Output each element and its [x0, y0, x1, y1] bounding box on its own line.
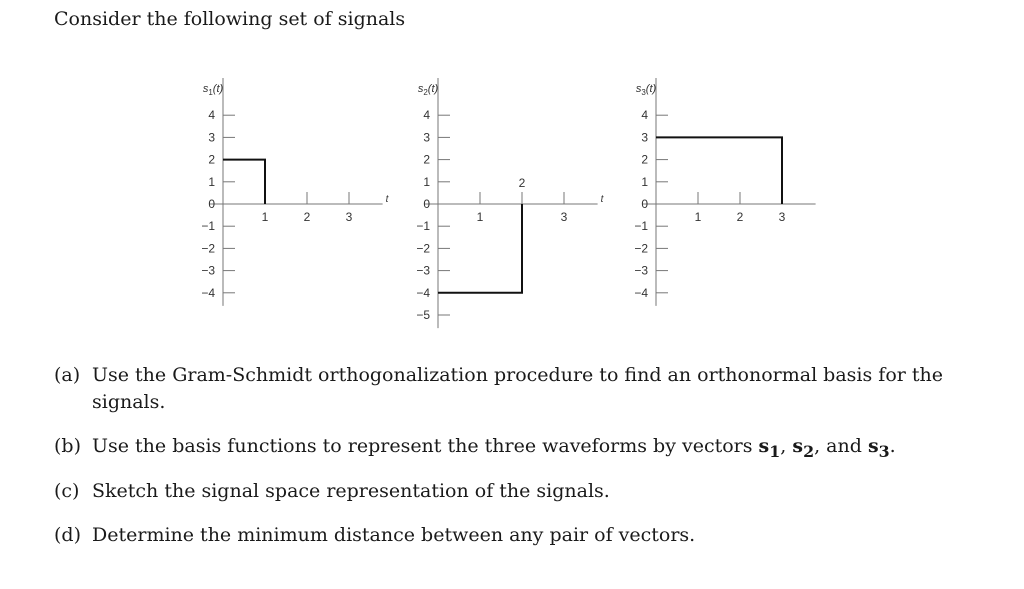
intro-text: Consider the following set of signals	[54, 8, 406, 30]
x-tick-label-3: 1	[694, 210, 702, 224]
y-tick-label-1: −3	[201, 263, 215, 278]
x-tick-label-1: 1	[261, 210, 269, 224]
y-tick-label-1: 0	[208, 197, 215, 211]
y-tick-label-3: −2	[634, 241, 648, 256]
y-tick-label-1: 4	[208, 108, 215, 123]
y-tick-label-2: −4	[416, 285, 430, 300]
x-tick-label-3: 2	[736, 210, 744, 224]
x-tick-label-3: 3	[778, 210, 786, 224]
y-tick-label-3: −4	[634, 285, 648, 300]
y-tick-label-2: 0	[423, 197, 430, 211]
x-axis-label-2: t	[600, 194, 604, 205]
y-tick-label-2: −5	[416, 308, 430, 322]
y-tick-label-1: 1	[208, 174, 215, 189]
y-tick-label-2: 1	[423, 174, 430, 189]
y-tick-label-1: −4	[201, 285, 215, 300]
y-tick-label-3: −1	[634, 219, 648, 234]
y-tick-label-1: 2	[208, 152, 215, 167]
signal-trace-3	[656, 137, 782, 204]
x-axis-label-1: t	[385, 194, 389, 205]
vector-s2: $s_2$	[792, 435, 815, 461]
x-tick-label-2: 2	[518, 176, 526, 190]
question-c-label: (c)	[54, 480, 80, 502]
question-b-label: (b)	[54, 435, 81, 457]
question-a-continuation: signals.	[92, 391, 166, 413]
y-tick-label-2: 2	[423, 152, 430, 167]
y-tick-label-1: 3	[208, 130, 215, 145]
y-tick-label-3: −3	[634, 263, 648, 278]
x-tick-label-2: 1	[476, 210, 484, 224]
vector-s1: $s_1$	[758, 435, 781, 461]
question-a	[54, 362, 974, 416]
y-tick-label-2: −2	[416, 241, 430, 256]
y-axis-label-2: $s_2(t)$	[417, 83, 439, 97]
y-tick-label-1: −2	[201, 241, 215, 256]
y-tick-label-3: 3	[641, 130, 648, 145]
question-d	[54, 522, 974, 549]
y-axis-label-3: $s_3(t)$	[635, 83, 657, 97]
vector-s3: $s_3$	[867, 435, 890, 461]
question-a-text: Use the Gram-Schmidt orthogonalization procedure to find an orthonormal basis for the	[92, 364, 944, 386]
y-tick-label-2: 4	[423, 108, 430, 123]
y-tick-label-3: 0	[641, 197, 648, 211]
y-axis-label-1: $s_1(t)$	[202, 83, 224, 97]
y-tick-label-2: −3	[416, 263, 430, 278]
y-tick-label-1: −1	[201, 219, 215, 234]
y-tick-label-3: 4	[641, 108, 648, 123]
y-tick-label-3: 2	[641, 152, 648, 167]
question-d-text: Determine the minimum distance between any pair of vectors.	[92, 524, 696, 546]
question-c	[54, 478, 974, 505]
y-tick-label-3: 1	[641, 174, 648, 189]
question-c-text: Sketch the signal space representation of the signals.	[92, 480, 610, 502]
question-b: (b) Use the basis functions to represent the three waveforms by vectors $s_1$, $s_2$, and $s_3$.	[54, 435, 896, 461]
y-tick-label-2: −1	[416, 219, 430, 234]
question-b-text: Use the basis functions to represent the three waveforms by vectors	[92, 435, 759, 457]
x-tick-label-1: 2	[303, 210, 311, 224]
x-tick-label-1: 3	[345, 210, 353, 224]
x-tick-label-2: 3	[560, 210, 568, 224]
question-d-label: (d)	[54, 524, 81, 546]
y-tick-label-2: 3	[423, 130, 430, 145]
question-a-label: (a)	[54, 364, 81, 386]
